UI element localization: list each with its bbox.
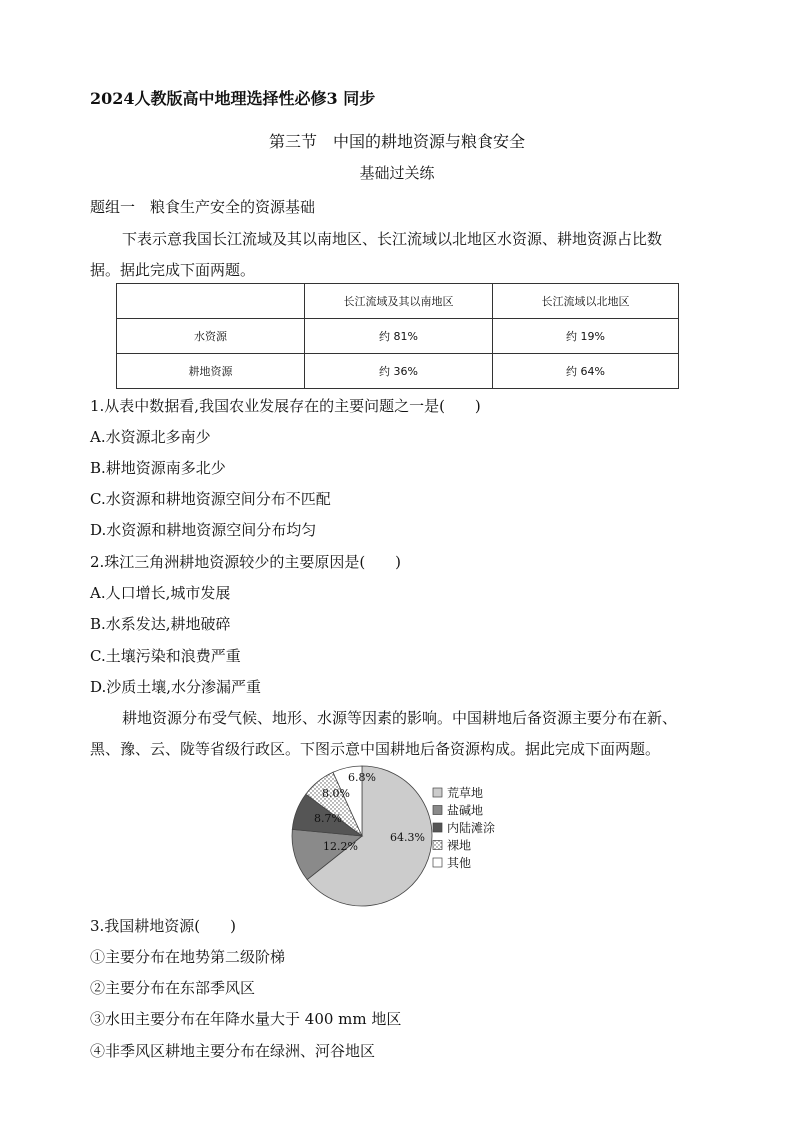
answer-option: D.沙质土壤,水分渗漏严重 [90, 678, 262, 696]
resource-table [116, 283, 679, 389]
intro-paragraph-line: 耕地资源分布受气候、地形、水源等因素的影响。中国耕地后备资源主要分布在新、 [122, 709, 678, 727]
pie-slice-label: 64.3% [390, 831, 425, 844]
legend-swatch [433, 788, 442, 797]
legend-swatch [433, 858, 442, 867]
pie-slice-label: 12.2% [323, 840, 358, 853]
question-stem: 1.从表中数据看,我国农业发展存在的主要问题之一是( ) [90, 397, 481, 415]
statement-option: ①主要分布在地势第二级阶梯 [90, 948, 286, 966]
table-header-cell: 长江流域及其以南地区 [305, 284, 493, 319]
table-header-cell: 长江流域以北地区 [493, 284, 679, 319]
table-row [117, 354, 679, 389]
table-cell: 耕地资源 [117, 354, 305, 389]
table-header-row [117, 284, 679, 319]
pie-slice-label: 6.8% [348, 771, 376, 784]
table-cell: 约 36% [305, 354, 493, 389]
pie-slice-label: 8.7% [314, 812, 342, 825]
answer-option: C.土壤污染和浪费严重 [90, 647, 241, 665]
answer-option: B.耕地资源南多北少 [90, 459, 226, 477]
legend-label: 其他 [447, 856, 472, 870]
legend-swatch [433, 841, 442, 850]
intro-paragraph-line: 下表示意我国长江流域及其以南地区、长江流域以北地区水资源、耕地资源占比数 [122, 230, 663, 248]
table-cell: 约 64% [493, 354, 679, 389]
section-title: 第三节 中国的耕地资源与粮食安全 [268, 132, 525, 151]
document-title: 2024人教版高中地理选择性必修3 同步 [90, 89, 376, 108]
pie-slice-label: 8.0% [322, 787, 350, 800]
intro-paragraph-line: 据。据此完成下面两题。 [90, 261, 256, 279]
legend-swatch [433, 823, 442, 832]
question-group-title: 题组一 粮食生产安全的资源基础 [90, 198, 316, 216]
exercise-title: 基础过关练 [359, 164, 435, 182]
legend-swatch [433, 806, 442, 815]
legend-label: 盐碱地 [447, 803, 484, 818]
answer-option: A.水资源北多南少 [90, 428, 211, 446]
answer-option: B.水系发达,耕地破碎 [90, 615, 231, 633]
legend-label: 裸地 [447, 838, 472, 853]
answer-option: D.水资源和耕地资源空间分布均匀 [90, 521, 317, 539]
statement-option: ②主要分布在东部季风区 [90, 979, 256, 997]
answer-option: A.人口增长,城市发展 [90, 584, 231, 602]
legend-label: 内陆滩涂 [447, 821, 496, 835]
question-stem: 2.珠江三角洲耕地资源较少的主要原因是( ) [90, 553, 402, 571]
statement-option: ④非季风区耕地主要分布在绿洲、河谷地区 [90, 1042, 376, 1060]
legend-label: 荒草地 [447, 786, 484, 800]
question-stem: 3.我国耕地资源( ) [90, 917, 237, 935]
statement-option: ③水田主要分布在年降水量大于 400 mm 地区 [90, 1010, 402, 1028]
farmland-reserve-pie-chart [286, 764, 516, 909]
table-header-cell [117, 284, 305, 319]
table-cell: 约 81% [305, 319, 493, 354]
intro-paragraph-line: 黑、豫、云、陇等省级行政区。下图示意中国耕地后备资源构成。据此完成下面两题。 [90, 740, 661, 758]
table-cell: 水资源 [117, 319, 305, 354]
answer-option: C.水资源和耕地资源空间分布不匹配 [90, 490, 331, 508]
table-row [117, 319, 679, 354]
table-cell: 约 19% [493, 319, 679, 354]
